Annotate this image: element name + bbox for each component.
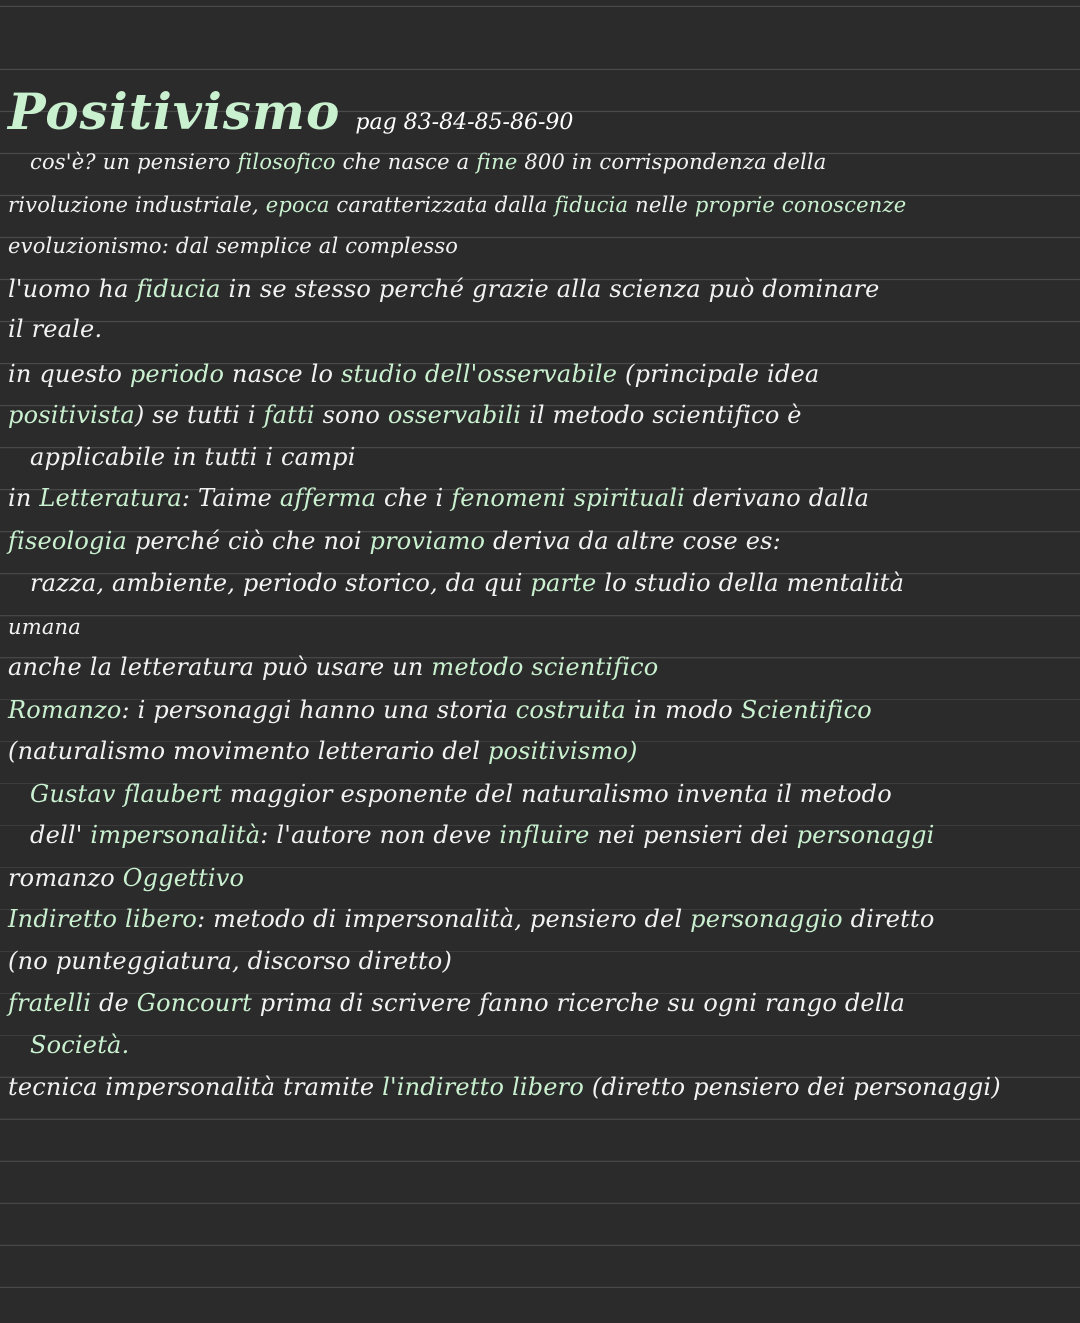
note-text: in questo <box>8 360 130 388</box>
note-line <box>30 779 892 809</box>
note-line <box>8 946 452 976</box>
note-text: 800 in corrispondenza della <box>517 150 827 174</box>
note-line <box>8 988 905 1018</box>
page-title: Positivismo <box>8 82 341 141</box>
note-text: l'uomo ha <box>8 275 137 303</box>
highlighted-word: periodo <box>129 360 225 388</box>
highlighted-word: positivismo) <box>487 737 638 765</box>
note-line <box>30 1030 129 1060</box>
highlighted-word: metodo scientifico <box>431 653 659 681</box>
highlighted-word: fratelli <box>8 989 92 1017</box>
note-text: nasce lo <box>224 360 341 388</box>
note-text: maggior esponente del naturalismo inventa il metodo <box>222 780 892 808</box>
note-text: anche la letteratura può usare un <box>8 653 432 681</box>
note-text: in <box>8 484 40 512</box>
highlighted-word: Gustav flaubert <box>30 780 223 808</box>
note-line <box>30 442 356 472</box>
note-text: lo studio della mentalità <box>596 569 905 597</box>
note-text: il metodo scientifico è <box>521 401 802 429</box>
highlighted-word: afferma <box>279 484 377 512</box>
highlighted-word: parte <box>530 569 597 597</box>
note-text: razza, ambiente, periodo storico, da qui <box>30 569 531 597</box>
note-text: in se stesso perché grazie alla scienza può dominare <box>220 275 880 303</box>
highlighted-word: costruita <box>515 696 626 724</box>
note-text: umana <box>8 615 82 639</box>
highlighted-word: studio dell'osservabile <box>340 360 618 388</box>
note-text: (no punteggiatura, discorso diretto) <box>8 947 453 975</box>
highlighted-word: impersonalità <box>90 821 261 849</box>
note-text: cos'è? un pensiero <box>30 150 238 174</box>
note-text: prima di scrivere fanno ricerche su ogni rango della <box>251 989 906 1017</box>
note-text: sono <box>314 401 388 429</box>
highlighted-word: influire <box>499 821 590 849</box>
note-line <box>8 904 934 934</box>
note-text: (naturalismo movimento letterario del <box>8 737 488 765</box>
note-text: (principale idea <box>617 360 820 388</box>
highlighted-word: Letteratura <box>39 484 182 512</box>
highlighted-word: positivista <box>8 401 135 429</box>
note-text: perché ciò che noi <box>127 527 370 555</box>
note-line <box>8 736 638 766</box>
note-line <box>8 314 102 344</box>
note-line <box>8 652 658 682</box>
highlighted-word: filosofico <box>237 150 336 174</box>
note-line <box>30 568 904 598</box>
highlighted-word: fiseologia <box>8 527 127 555</box>
highlighted-word: fiducia <box>136 275 221 303</box>
note-line <box>8 863 244 893</box>
note-text: de <box>91 989 137 1017</box>
highlighted-word: fatti <box>263 401 315 429</box>
note-text: che i <box>376 484 452 512</box>
highlighted-word: epoca <box>265 193 330 217</box>
highlighted-word: Goncourt <box>136 989 252 1017</box>
note-text: caratterizzata dalla <box>329 193 555 217</box>
note-line <box>8 274 880 304</box>
highlighted-word: Indiretto libero <box>8 905 198 933</box>
note-text: rivoluzione industriale, <box>8 193 266 217</box>
highlighted-word: fiducia <box>554 193 629 217</box>
note-line <box>30 820 935 850</box>
highlighted-word: Oggettivo <box>122 864 245 892</box>
highlighted-word: l'indiretto libero <box>382 1073 585 1101</box>
note-text: romanzo <box>8 864 123 892</box>
note-text: nelle <box>628 193 695 217</box>
note-text: in modo <box>625 696 741 724</box>
highlighted-word: Scientifico <box>740 696 872 724</box>
note-text: che nasce a <box>335 150 477 174</box>
note-line <box>8 612 81 642</box>
note-line <box>8 400 802 430</box>
note-text: ) se tutti i <box>134 401 264 429</box>
highlighted-word: Società. <box>30 1031 130 1059</box>
highlighted-word: personaggi <box>796 821 935 849</box>
note-text: applicabile in tutti i campi <box>30 443 356 471</box>
note-line <box>8 359 819 389</box>
note-text: : l'autore non deve <box>260 821 500 849</box>
page-reference: pag 83-84-85-86-90 <box>355 110 574 135</box>
note-line <box>8 190 906 220</box>
note-text: : Taime <box>181 484 280 512</box>
note-text: deriva da altre cose es: <box>485 527 781 555</box>
note-text: derivano dalla <box>685 484 870 512</box>
highlighted-word: fine <box>476 150 518 174</box>
highlighted-word: osservabili <box>387 401 522 429</box>
note-line <box>8 526 781 556</box>
highlighted-word: fenomeni spirituali <box>451 484 685 512</box>
note-text: dell' <box>30 821 91 849</box>
note-line <box>30 147 827 177</box>
note-line <box>8 231 458 261</box>
note-text: : metodo di impersonalità, pensiero del <box>197 905 691 933</box>
highlighted-word: proviamo <box>369 527 486 555</box>
note-text: evoluzionismo: dal semplice al complesso <box>8 234 459 258</box>
note-text: nei pensieri dei <box>589 821 797 849</box>
note-text: : i personaggi hanno una storia <box>121 696 516 724</box>
note-text: (diretto pensiero dei personaggi) <box>584 1073 1001 1101</box>
note-line <box>8 1072 1001 1102</box>
title-row <box>8 82 573 141</box>
note-line <box>8 483 869 513</box>
highlighted-word: Romanzo <box>8 696 122 724</box>
note-text: il reale. <box>8 315 103 343</box>
highlighted-word: proprie conoscenze <box>694 193 907 217</box>
note-text: tecnica impersonalità tramite <box>8 1073 383 1101</box>
note-line <box>8 695 872 725</box>
note-text: diretto <box>842 905 935 933</box>
highlighted-word: personaggio <box>690 905 843 933</box>
